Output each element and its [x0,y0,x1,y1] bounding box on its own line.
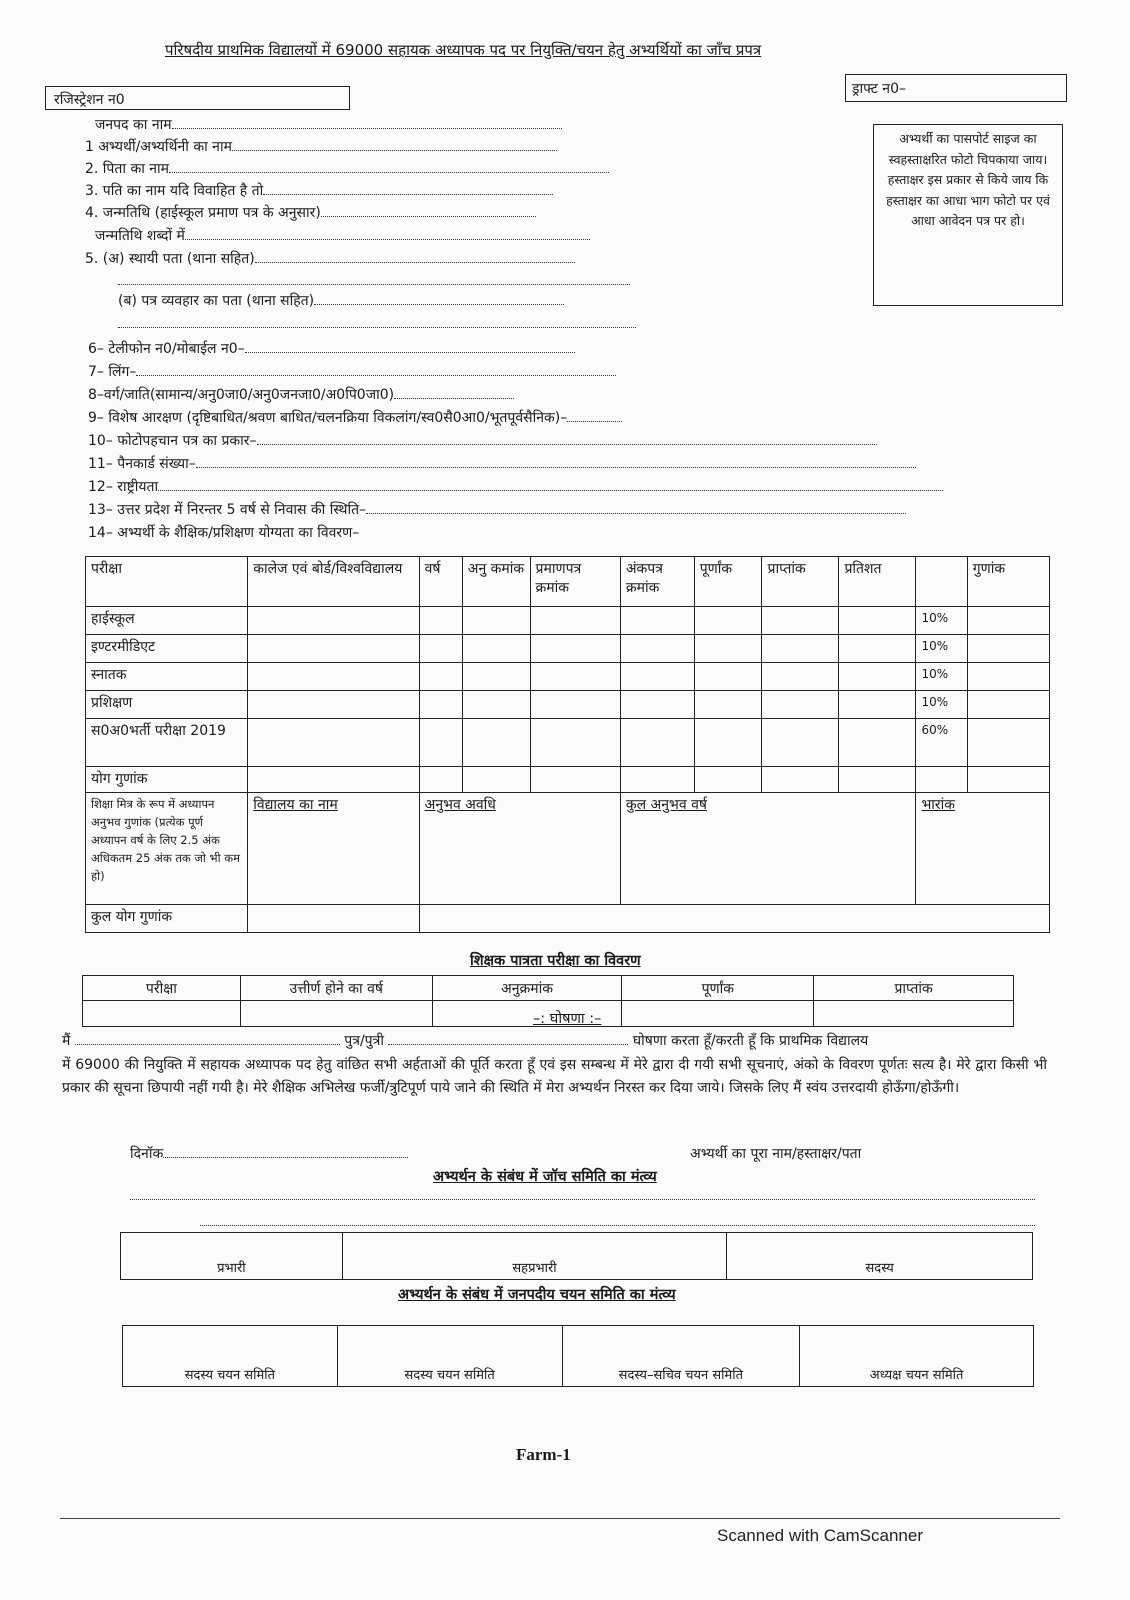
header-year: वर्ष [419,557,462,607]
header-max: पूर्णांक [694,557,762,607]
father-name-input[interactable] [169,158,609,173]
committee2-chairman[interactable]: अध्यक्ष चयन समिति [800,1326,1034,1387]
committee2-member1[interactable]: सदस्य चयन समिति [123,1326,338,1387]
dob-input[interactable] [321,202,536,217]
header-score: गुणांक [967,557,1049,607]
photo-id-input[interactable] [257,430,877,445]
row-exam: हाईस्कूल [86,607,248,635]
photo-id-field: 10– फोटोपहचान पत्र का प्रकार– [88,430,877,452]
committee2-member2[interactable]: सदस्य चयन समिति [337,1326,562,1387]
header-roll: अनु कमांक [462,557,530,607]
committee2-table [122,1325,1034,1387]
row-exam: इण्टरमीडिएट [86,635,248,663]
candidate-name-field: 1 अभ्यर्थी/अभ्यर्थिनी का नाम [85,136,557,158]
experience-row [86,793,1050,905]
perm-address-field: 5. (अ) स्थायी पता (थाना सहित) [85,248,575,270]
table-row [86,691,1050,719]
registration-box[interactable] [45,86,350,110]
row-weight: 60% [916,719,967,767]
tet-heading: शिक्षक पात्रता परीक्षा का विवरण [470,953,641,969]
exp-period-label: अनुभव अवधि [419,793,620,905]
corr-address-input[interactable] [314,290,564,305]
gender-field: 7– लिंग– [88,361,616,383]
registration-label: रजिस्ट्रेशन न0 [54,92,125,108]
tet-header-roll: अनुक्रमांक [432,976,622,1001]
header-weight [916,557,967,607]
form-number: Farm-1 [516,1445,571,1464]
phone-input[interactable] [245,338,575,353]
bottom-rule [60,1518,1060,1519]
declaration-name-input[interactable] [75,1030,340,1045]
header-board: कालेज एवं बोर्ड/विश्वविद्यालय [248,557,419,607]
committee1-heading: अभ्यर्थन के संबंध में जॉच समिति का मंत्व्य [433,1169,657,1185]
form-title: परिषदीय प्राथमिक विद्यालयों में 69000 सहायक अध्यापक पद पर नियुक्ति/चयन हेतु अभ्यर्थियों का जाँच प्रपत्र [165,41,762,59]
phone-field: 6– टेलीफोन न0/मोबाईल न0– [88,338,575,360]
row-weight: 10% [916,607,967,635]
declaration-line1: मैं पुत्र/पुत्री घोषणा करता हूँ/करती हूँ कि प्राथमिक विद्यालय [62,1030,1047,1052]
draft-label: ड्राफ्ट न0– [852,81,906,97]
grand-total-row [86,905,1050,933]
header-obtained: प्राप्तांक [762,557,839,607]
special-reservation-input[interactable] [567,407,622,422]
photo-box[interactable] [873,124,1063,306]
district-field: जनपद का नाम [95,114,562,136]
header-exam: परीक्षा [86,557,248,607]
row-weight: 10% [916,691,967,719]
exp-weight-label: भारांक [916,793,1050,905]
date-field: दिनॉक [130,1143,408,1165]
committee1-member[interactable]: सदस्य [727,1233,1033,1280]
committee2-secretary[interactable]: सदस्य–सचिव चयन समिति [562,1326,800,1387]
committee1-remark-line1[interactable] [130,1198,1035,1200]
tet-header-year: उत्तीर्ण होने का वर्ष [240,976,432,1001]
corr-address-field: (ब) पत्र व्यवहार का पता (थाना सहित) [118,290,564,312]
perm-address-input[interactable] [255,248,575,263]
dob-words-field: जन्मतिथि शब्दों में [95,225,590,247]
education-table [85,556,1050,933]
category-input[interactable] [394,384,514,399]
photo-note: अभ्यर्थी का पासपोर्ट साइज का स्वहस्ताक्षरित फोटो चिपकाया जाय। हस्ताक्षर इस प्रकार से किये जाय कि हस्ताक्षर का आधा भाग फोटो पर एवं आधा आवेदन पत्र पर हो। [886,131,1050,228]
table-row [86,635,1050,663]
category-field: 8–वर्ग/जाति(सामान्य/अनु0जा0/अनु0जनजा0/अ0पि0जा0) [88,384,514,406]
tet-header-max: पूर्णांक [622,976,814,1001]
grand-total-label: कुल योग गुणांक [86,905,248,933]
exp-years-label: कुल अनुभव वर्ष [620,793,916,905]
candidate-name-input[interactable] [232,136,557,151]
nationality-input[interactable] [158,476,943,491]
husband-name-input[interactable] [263,180,553,195]
gender-input[interactable] [136,361,616,376]
experience-label: शिक्षा मित्र के रूप में अध्यापन अनुभव गुणांक (प्रत्येक पूर्ण अध्यापन वर्ष के लिए 2.5 अंक अधिकतम 25 अंक तक जो भी कम हो) [86,793,248,905]
header-marksheet: अंकपत्र क्रमांक [620,557,694,607]
tet-header-obtained: प्राप्तांक [814,976,1014,1001]
committee2-heading: अभ्यर्थन के संबंध में जनपदीय चयन समिति का मंत्व्य [398,1287,676,1303]
committee1-remark-line2[interactable] [200,1224,1035,1226]
row-weight: 10% [916,635,967,663]
total-label: योग गुणांक [86,767,248,793]
special-reservation-field: 9– विशेष आरक्षण (दृष्टिबाधित/श्रवण बाधित/चलनक्रिया विकलांग/स्व0सै0आ0/भूतपूर्वसैनिक)– [88,407,622,429]
header-cert: प्रमाणपत्र क्रमांक [530,557,620,607]
table-row [86,607,1050,635]
husband-name-field: 3. पति का नाम यदि विवाहित है तो [85,180,553,202]
declaration-parent-input[interactable] [388,1030,628,1045]
nationality-field: 12– राष्ट्रीयता [88,476,943,498]
declaration-heading: –: घोषणा :– [533,1011,602,1027]
row-exam: प्रशिक्षण [86,691,248,719]
table-row [86,719,1050,767]
row-exam: स0अ0भर्ती परीक्षा 2019 [86,719,248,767]
row-weight: 10% [916,663,967,691]
residence-input[interactable] [366,499,906,514]
signature-label: अभ्यर्थी का पूरा नाम/हस्ताक्षर/पता [690,1146,862,1162]
committee1-incharge[interactable]: प्रभारी [121,1233,343,1280]
tet-header-exam: परीक्षा [83,976,241,1001]
pan-field: 11– पैनकार्ड संख्या– [88,453,916,475]
table-row [86,663,1050,691]
header-percent: प्रतिशत [839,557,916,607]
draft-box[interactable] [845,74,1067,102]
education-heading: 14– अभ्यर्थी के शैक्षिक/प्रशिक्षण योग्यता का विवरण– [88,525,360,541]
committee1-co-incharge[interactable]: सहप्रभारी [342,1233,727,1280]
committee1-table [120,1232,1033,1280]
dob-words-input[interactable] [185,225,590,240]
dob-field: 4. जन्मतिथि (हाईस्कूल प्रमाण पत्र के अनुसार) [85,202,536,224]
date-input[interactable] [163,1143,408,1158]
declaration-body: में 69000 की नियुक्ति में सहायक अध्यापक पद हेतु वांछित सभी अर्हताओं की पूर्ति करता हूँ एवं इस सम्बन्ध में मेरे द्वारा दी गयी सभी सूचनाएं, अंको के विवरण पूर्णतः सत्य है। मेरे द्वारा किसी भी प्रकार की सूचना छिपायी नहीं गयी है। मेरे शैक्षिक अभिलेख फर्जी/त्रुटिपूर्ण पाये जाने की स्थिति में मेरा अभ्यर्थन निरस्त कर दिया जाये। जिसके लिए मैं स्वंय उत्तरदायी होऊँगा/होऊँगी। [62,1057,1047,1096]
district-input[interactable] [172,114,562,129]
residence-field: 13– उत्तर प्रदेश में निरन्तर 5 वर्ष से निवास की स्थिति– [88,499,906,521]
pan-input[interactable] [196,453,916,468]
total-row [86,767,1050,793]
row-exam: स्नातक [86,663,248,691]
father-name-field: 2. पिता का नाम [85,158,609,180]
corr-address-line2[interactable] [118,326,636,328]
scanner-watermark: Scanned with CamScanner [717,1526,924,1545]
perm-address-line2[interactable] [118,283,630,285]
exp-school-label: विद्यालय का नाम [248,793,419,905]
